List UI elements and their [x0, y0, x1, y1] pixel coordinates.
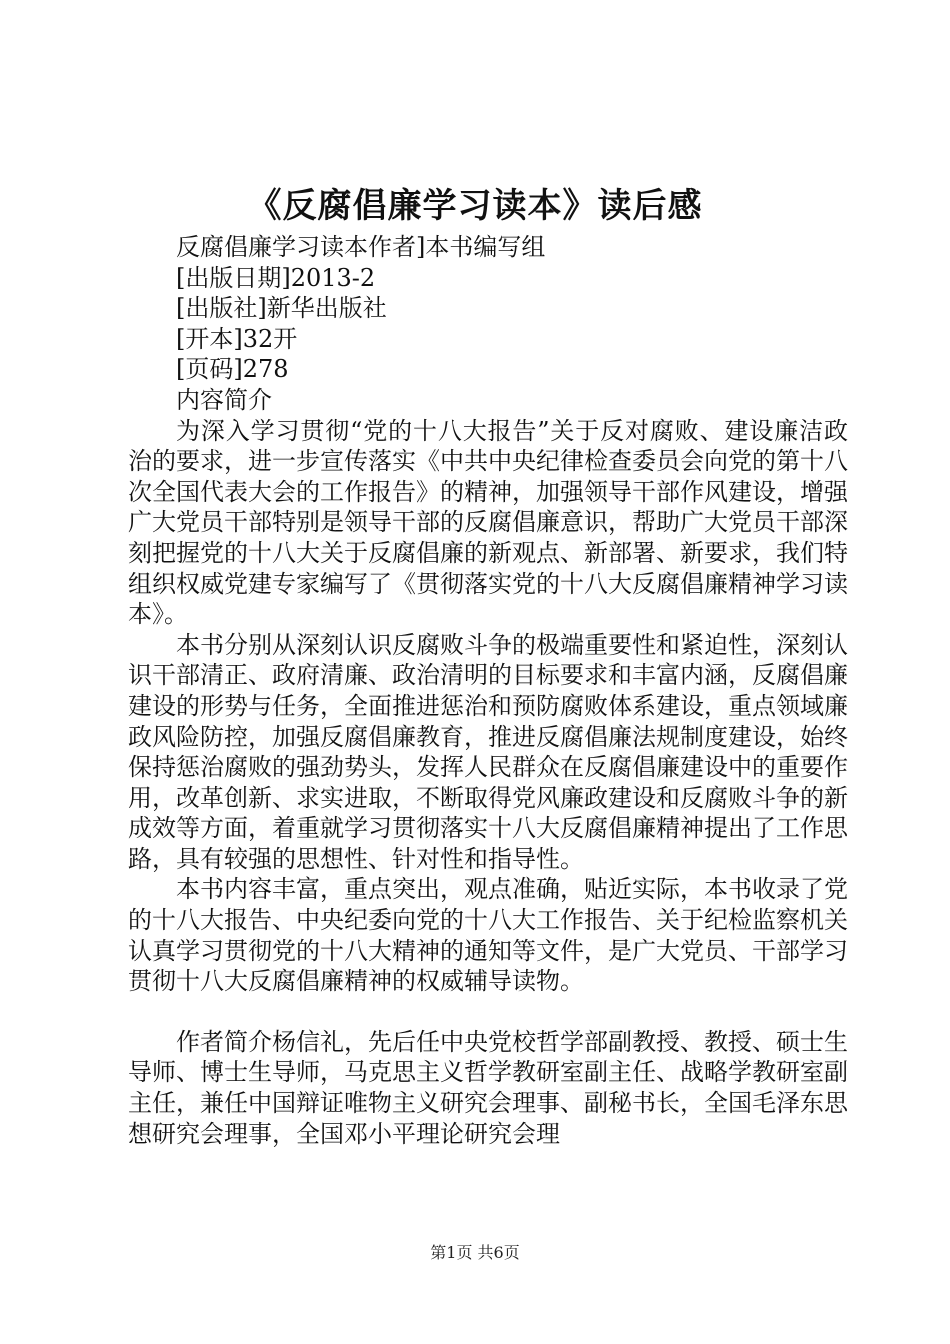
- summary-paragraph-2: 本书分别从深刻认识反腐败斗争的极端重要性和紧迫性，深刻认识干部清正、政府清廉、政治清明的目标要求和丰富内涵，反腐倡廉建设的形势与任务，全面推进惩治和预防腐败体系建设，重点领域廉政风险防控，加强反腐倡廉教育，推进反腐倡廉法规制度建设，始终保持惩治腐败的强劲势头，发挥人民群众在反腐倡廉建设中的重要作用，改革创新、求实进取，不断取得党风廉政建设和反腐败斗争的新成效等方面，着重就学习贯彻落实十八大反腐倡廉精神提出了工作思路，具有较强的思想性、针对性和指导性。: [128, 630, 848, 873]
- publish-date-line: [出版日期]2013-2: [176, 263, 376, 292]
- publisher-line: [出版社]新华出版社: [176, 294, 387, 323]
- document-body: [128, 232, 848, 1149]
- page-footer: 第1页 共6页: [430, 1243, 520, 1262]
- book-author-line: 反腐倡廉学习读本作者]本书编写组: [176, 233, 546, 261]
- author-bio-paragraph: 作者简介杨信礼，先后任中央党校哲学部副教授、教授、硕士生导师、博士生导师，马克思主义哲学教研室副主任、战略学教研室副主任，兼任中国辩证唯物主义研究会理事、副秘书长，全国毛泽东思想研究会理事，全国邓小平理论研究会理: [128, 1027, 848, 1148]
- document-title: 《反腐倡廉学习读本》读后感: [247, 186, 703, 226]
- summary-paragraph-3: 本书内容丰富，重点突出，观点准确，贴近实际，本书收录了党的十八大报告、中央纪委向党的十八大工作报告、关于纪检监察机关认真学习贯彻党的十八大精神的通知等文件，是广大党员、干部学习贯彻十八大反腐倡廉精神的权威辅导读物。: [128, 875, 848, 996]
- paragraph-gap: [128, 997, 848, 1027]
- summary-paragraph-1: 为深入学习贯彻“党的十八大报告”关于反对腐败、建设廉洁政治的要求，进一步宣传落实《中共中央纪律检查委员会向党的第十八次全国代表大会的工作报告》的精神，加强领导干部作风建设，增强广大党员干部特别是领导干部的反腐倡廉意识，帮助广大党员干部深刻把握党的十八大关于反腐倡廉的新观点、新部署、新要求，我们特组织权威党建专家编写了《贯彻落实党的十八大反腐倡廉精神学习读本》。: [128, 416, 848, 629]
- format-line: [开本]32开: [176, 324, 298, 353]
- page-count-line: [页码]278: [176, 355, 289, 384]
- summary-heading: 内容简介: [176, 385, 272, 414]
